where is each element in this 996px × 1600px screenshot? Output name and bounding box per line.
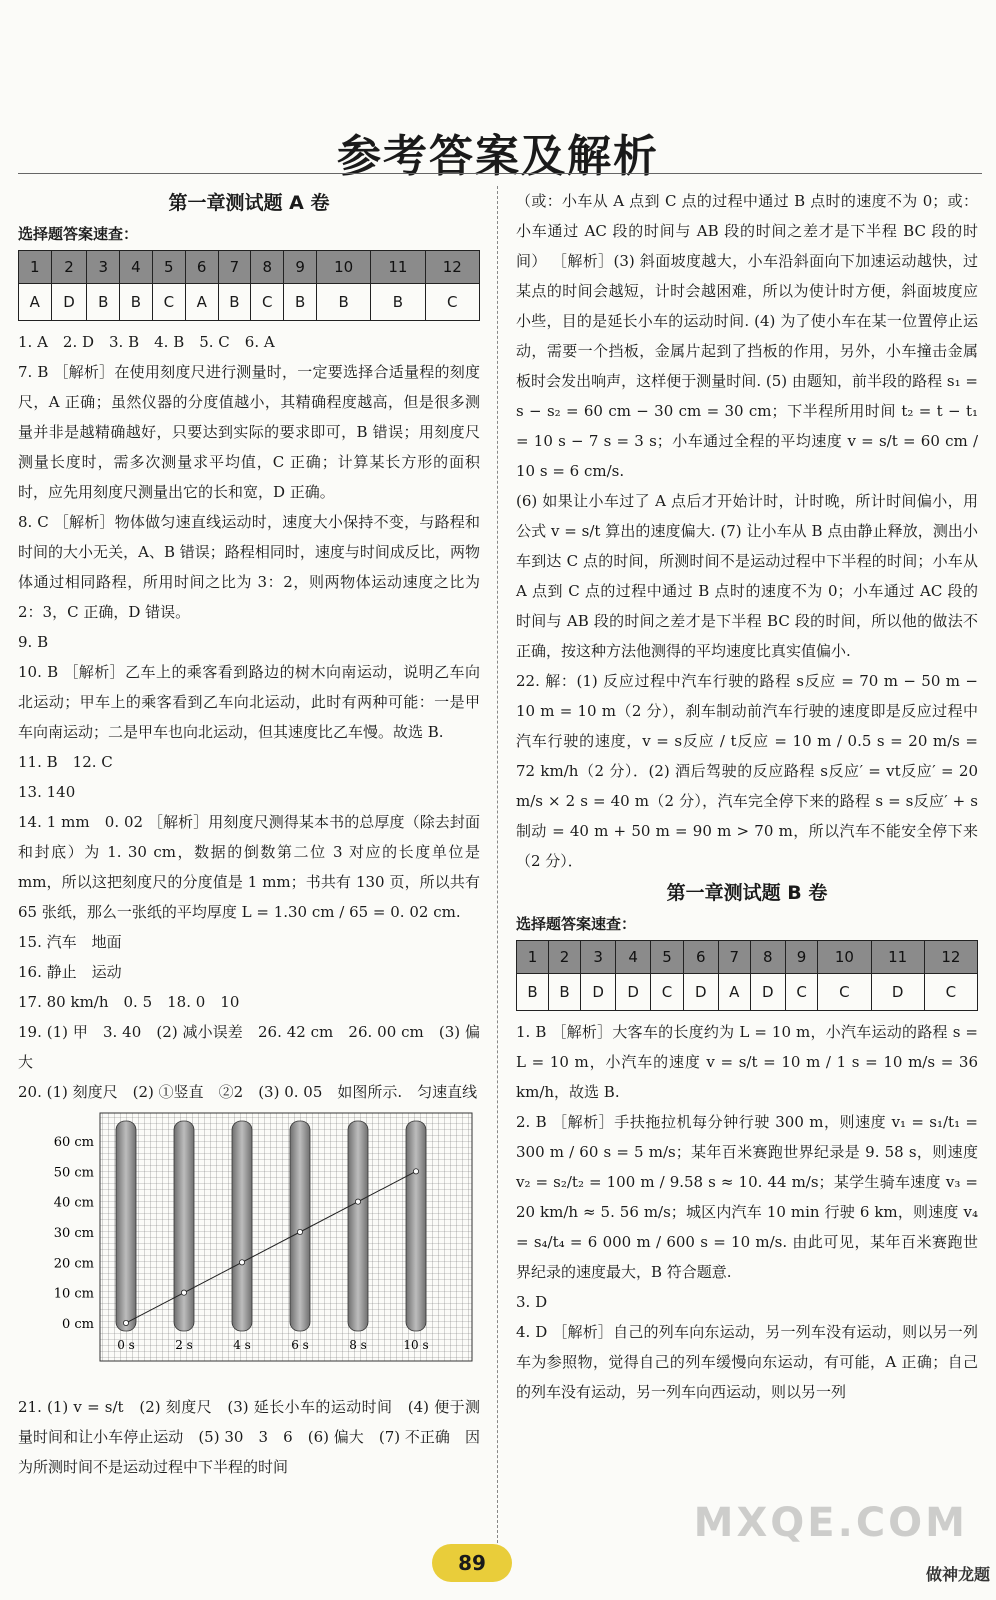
section-b-heading: 第一章测试题 B 卷 (666, 882, 828, 904)
answer-cell: C (924, 974, 977, 1011)
x-tick-label: 0 s (117, 1338, 135, 1352)
watermark: MXQE.COM (693, 1500, 968, 1546)
question-number-cell: 7 (218, 251, 251, 284)
question-number-cell: 9 (284, 251, 317, 284)
question-number-cell: 12 (924, 941, 977, 974)
brand-text: 做神龙题 (925, 1565, 990, 1584)
bubble-point (239, 1260, 244, 1265)
glass-tube (116, 1121, 136, 1331)
x-tick-label: 8 s (349, 1338, 367, 1352)
answer-item: 4. D ［解析］自己的列车向东运动，另一列车没有运动，则以另一列车为参照物，觉得自己的列车缓慢向东运动，有可能，A 正确；自己的列车没有运动，另一列车向西运动，则以另一列 (516, 1323, 978, 1401)
answer-item-22: 22. 解：(1) 反应过程中汽车行驶的路程 s反应 = 70 m − 50 m − 10 m = 10 m（2 分），刹车制动前汽车行驶的速度即是反应过程中汽车行驶的速度，v = s反应 / t反应 = 10 m / 0.5 s = 20 m/s = 72 km/h（2 分）．(2) 酒后驾驶的反应路程 s反应′ = vt反应′ = 20 m/s × 2 s = 40 m（2 分），汽车完全停下来的路程 s = s反应′ + s制动 = 40 m + 50 m = 90 m > 70 m，所以汽车不能安全停下来（2 分）． (516, 672, 978, 870)
answer-item: 8. C ［解析］物体做匀速直线运动时，速度大小保持不变，与路程和时间的大小无关，A、B 错误；路程相同时，速度与时间成反比，两物体通过相同路程，所用时间之比为 3：2，则两物体运动速度之比为 2：3，C 正确，D 错误。 (18, 513, 480, 621)
question-number-cell: 3 (581, 941, 616, 974)
answer-item: 17. 80 km/h 0. 5 18. 0 10 (18, 993, 240, 1011)
answer-item-21: 21. (1) v = s/t (2) 刻度尺 (3) 延长小车的运动时间 (4) 便于测量时间和让小车停止运动 (5) 30 3 6 (6) 偏大 (7) 不正确 因为所测时间不是运动过程中下半程的时间 (18, 1398, 480, 1476)
answer-cell: D (750, 974, 785, 1011)
answer-item: 10. B ［解析］乙车上的乘客看到路边的树木向南运动，说明乙车向北运动；甲车上的乘客看到乙车向北运动，此时有两种可能：一是甲车向南运动；二是甲车也向北运动，但其速度比乙车慢。故选 B. (18, 663, 480, 741)
answer-cell: D (683, 974, 718, 1011)
question-number-cell: 8 (750, 941, 785, 974)
answer-cell: B (284, 284, 317, 321)
y-tick-label: 20 cm (53, 1256, 94, 1272)
answer-item: 9. B (18, 633, 49, 651)
answer-cell: A (19, 284, 52, 321)
question-number-cell: 11 (871, 941, 924, 974)
glass-tube (174, 1121, 194, 1331)
answer-item: （或：小车从 A 点到 C 点的过程中通过 B 点时的速度不为 0；或：小车通过 AC 段的时间与 AB 段的时间之差才是下半程 BC 段的时间） ［解析］(3) 斜面坡度越大，小车沿斜面向下加速运动越快，过某点的时间会越短，计时会越困难，所以为使计时方便，斜面坡度应小些，目的是延长小车的运动时间. (4) 为了使小车在某一位置停止运动，需要一个挡板，金属片起到了挡板的作用，另外，小车撞击金属板时会发出响声，这样便于测量时间. (5) 由题知，前半段的路程 s₁ = s − s₂ = 60 cm − 30 cm = 30 cm；下半程所用时间 t₂ = t − t₁ = 10 s − 7 s = 3 s；小车通过全程的平均速度 v = s/t = 60 cm / 10 s = 6 cm/s. (516, 192, 978, 480)
section-b-quick-label: 选择题答案速查： (516, 915, 637, 933)
answer-item: 1. A 2. D 3. B 4. B 5. C 6. A (18, 333, 275, 351)
question-number-cell: 8 (251, 251, 284, 284)
question-number-cell: 2 (549, 941, 581, 974)
y-tick-label: 30 cm (53, 1226, 94, 1241)
bubble-point (413, 1169, 418, 1174)
answer-cell: B (371, 284, 425, 321)
answer-cell: D (581, 974, 616, 1011)
y-tick-label: 60 cm (53, 1135, 94, 1150)
answer-cell: A (718, 974, 750, 1011)
answer-item: 3. D (516, 1293, 548, 1311)
answer-item: 15. 汽车 地面 (18, 933, 122, 951)
question-number-cell: 6 (185, 251, 218, 284)
question-number-cell: 5 (651, 941, 683, 974)
section-b-answer-table (516, 940, 978, 1011)
x-tick-label: 4 s (233, 1338, 251, 1352)
answer-cell: C (425, 284, 479, 321)
answer-cell: C (152, 284, 185, 321)
question-number-cell: 12 (425, 251, 479, 284)
column-divider (497, 186, 498, 1558)
question-number-cell: 4 (616, 941, 651, 974)
answer-item: 7. B ［解析］在使用刻度尺进行测量时，一定要选择合适量程的刻度尺，A 正确；虽然仪器的分度值越小，其精确程度越高，但是很多测量并非是越精确越好，只要达到实际的要求即可，B 错误；用刻度尺测量长度时，需多次测量求平均值，C 正确；计算某长方形的面积时，应先用刻度尺测量出它的长和宽，D 正确。 (18, 363, 480, 501)
answer-item: 19. (1) 甲 3. 40 (2) 减小误差 26. 42 cm 26. 00 cm (3) 偏大 (18, 1023, 480, 1071)
y-tick-label: 0 cm (61, 1317, 94, 1332)
y-tick-label: 10 cm (53, 1286, 94, 1302)
answer-cell: C (251, 284, 284, 321)
question-number-cell: 2 (51, 251, 87, 284)
question-number-cell: 4 (120, 251, 153, 284)
answer-cell: D (51, 284, 87, 321)
question-number-cell: 3 (87, 251, 120, 284)
x-tick-label: 10 s (403, 1338, 429, 1352)
bubble-point (355, 1199, 360, 1204)
answer-cell: B (517, 974, 549, 1011)
glass-tube (348, 1121, 368, 1331)
question-number-cell: 9 (785, 941, 817, 974)
answer-item: 16. 静止 运动 (18, 963, 122, 981)
answer-cell: B (316, 284, 370, 321)
answer-item: 2. B ［解析］手扶拖拉机每分钟行驶 300 m，则速度 v₁ = s₁/t₁ = 300 m / 60 s = 5 m/s；某年百米赛跑世界纪录是 9. 58 s，则速度 v₂ = s₂/t₂ = 100 m / 9.58 s ≈ 10. 44 m/s；某学生骑车速度 v₃ = 20 km/h ≈ 5. 56 m/s；城区内汽车 10 min 行驶 6 km，则速度 v₄ = s₄/t₄ = 6 000 m / 600 s = 10 m/s. 由此可见，某年百米赛跑世界纪录的速度最大，B 符合题意. (516, 1113, 978, 1281)
answer-cell: C (818, 974, 871, 1011)
answer-cell: B (218, 284, 251, 321)
question-number-cell: 1 (517, 941, 549, 974)
section-a-answer-table (18, 250, 480, 321)
bubble-point (181, 1290, 186, 1295)
page-number: 89 (432, 1544, 512, 1582)
answer-cell: C (651, 974, 683, 1011)
y-tick-label: 50 cm (53, 1165, 94, 1181)
graph-svg (18, 1111, 476, 1386)
y-axis-labels (54, 1135, 94, 1332)
answer-cell: B (120, 284, 153, 321)
answer-item: (6) 如果让小车过了 A 点后才开始计时，计时晚，所计时间偏小，用公式 v = s/t 算出的速度偏大. (7) 让小车从 B 点由静止释放，测出小车到达 C 点的时间，所测时间不是运动过程中下半程的时间；小车从 A 点到 C 点的过程中通过 B 点时的速度不为 0；小车通过 AC 段的时间与 AB 段的时间之差才是下半程 BC 段的时间，所以他的做法不正确，按这种方法他测得的平均速度比真实值偏小. (516, 492, 978, 660)
answer-item: 1. B ［解析］大客车的长度约为 L = 10 m，小汽车运动的路程 s = L = 10 m，小汽车的速度 v = s/t = 10 m / 1 s = 10 m/s = 36 km/h，故选 B. (516, 1023, 978, 1101)
question-number-cell: 11 (371, 251, 425, 284)
section-a-quick-label: 选择题答案速查： (18, 225, 139, 243)
glass-tube (406, 1121, 426, 1331)
answer-item: 13. 140 (18, 783, 76, 801)
x-tick-label: 2 s (175, 1338, 193, 1352)
glass-tube (232, 1121, 252, 1331)
drop-experiment-graph (18, 1111, 476, 1386)
title-rule (18, 173, 982, 174)
question-number-cell: 6 (683, 941, 718, 974)
answer-cell: D (616, 974, 651, 1011)
answer-cell: C (785, 974, 817, 1011)
question-number-cell: 5 (152, 251, 185, 284)
answer-item: 14. 1 mm 0. 02 ［解析］用刻度尺测得某本书的总厚度（除去封面和封底）为 1. 30 cm，数据的倒数第二位 3 对应的长度单位是 mm，所以这把刻度尺的分度值是 1 mm；书共有 130 页，所以共有 65 张纸，那么一张纸的平均厚度 L = 1.30 cm / 65 = 0. 02 cm. (18, 813, 480, 921)
glass-tube (290, 1121, 310, 1331)
right-column (516, 186, 978, 1407)
answer-cell: B (87, 284, 120, 321)
page-title: 参考答案及解析 (337, 131, 659, 182)
bubble-point (297, 1229, 302, 1234)
question-number-cell: 7 (718, 941, 750, 974)
section-a-heading: 第一章测试题 A 卷 (168, 192, 330, 214)
question-number-cell: 10 (316, 251, 370, 284)
x-tick-label: 6 s (291, 1338, 309, 1352)
answer-cell: D (871, 974, 924, 1011)
answer-cell: A (185, 284, 218, 321)
left-column (18, 186, 480, 1482)
answer-cell: B (549, 974, 581, 1011)
bubble-point (123, 1320, 128, 1325)
question-number-cell: 1 (19, 251, 52, 284)
answer-item: 20. (1) 刻度尺 (2) ①竖直 ②2 (3) 0. 05 如图所示. 匀速直线 (18, 1083, 478, 1101)
y-tick-label: 40 cm (53, 1195, 94, 1211)
question-number-cell: 10 (818, 941, 871, 974)
answer-item: 11. B 12. C (18, 753, 113, 771)
